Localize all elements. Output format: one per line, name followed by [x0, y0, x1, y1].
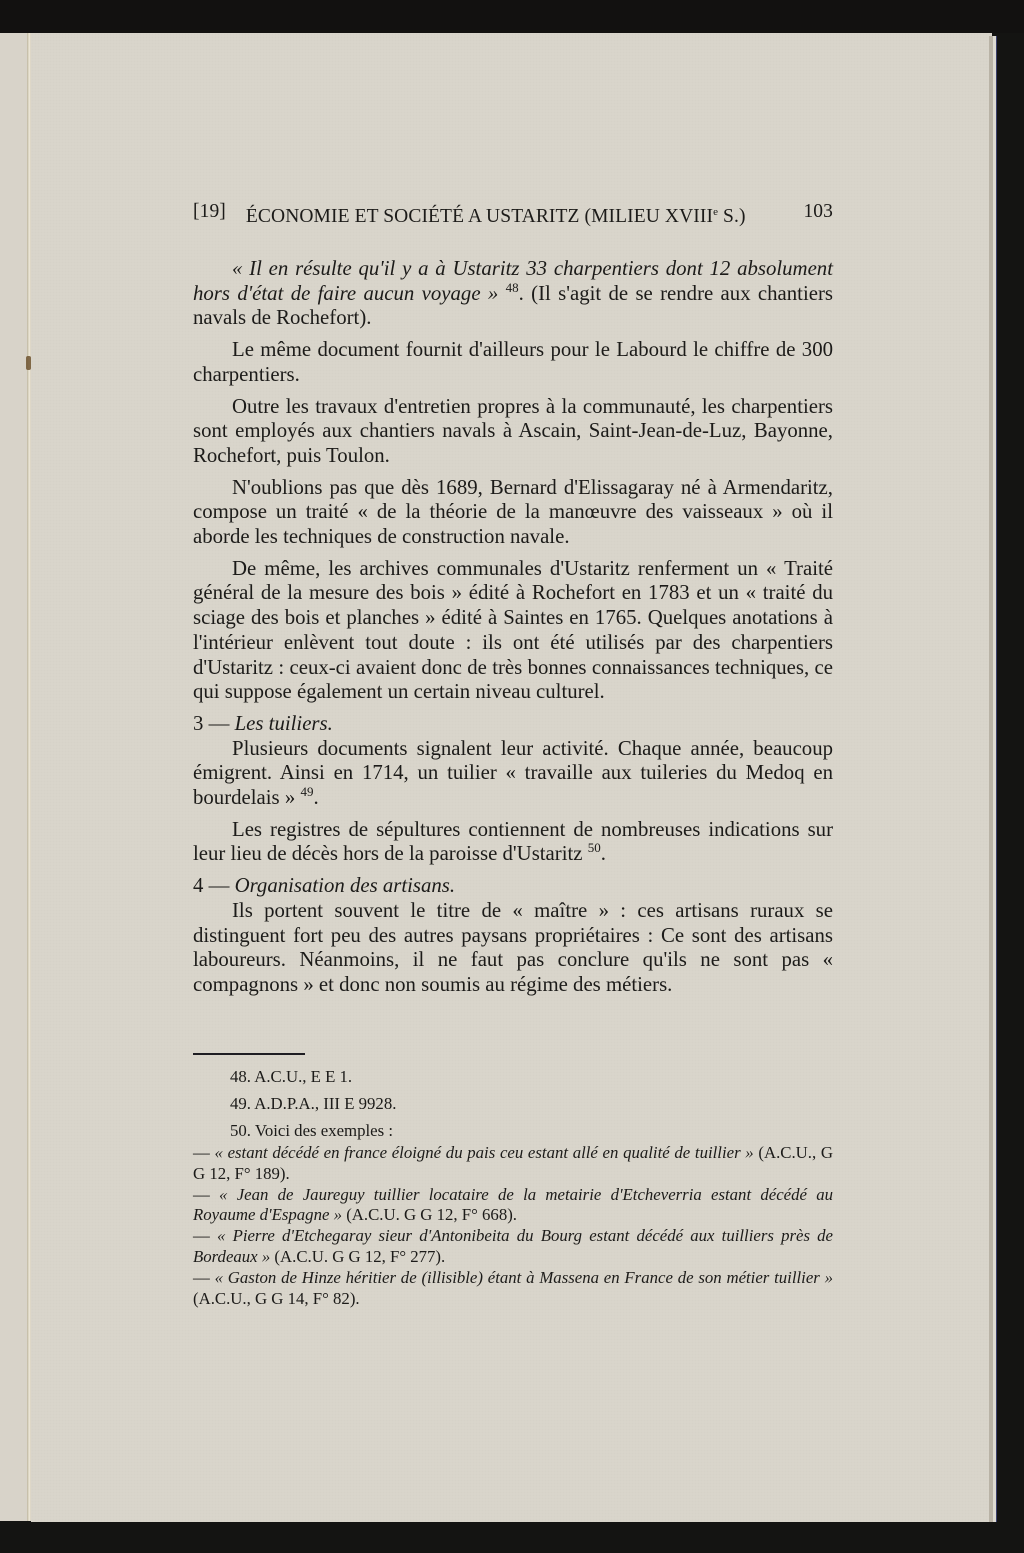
footnote-example — [193, 1268, 833, 1310]
paragraph-text: Les registres de sépultures contiennent de nombreuses indications sur leur lieu de décès hors de la paroisse d'Ustaritz — [193, 817, 833, 866]
footnote-50: 50. Voici des exemples : — [230, 1121, 393, 1140]
footnote-48: 48. A.C.U., E E 1. — [230, 1067, 353, 1086]
example-dash: — — [193, 1267, 215, 1287]
paragraph-end: . — [313, 786, 319, 810]
paragraph-tuiliers-activite — [193, 737, 833, 811]
example-reference: (A.C.U. G G 12, F° 668). — [342, 1205, 517, 1225]
paragraph-text: Plusieurs documents signalent leur activité. Chaque année, beaucoup émigrent. Ainsi en 1714, un tuilier « travaille aux tuileries du Medoq en bourdelais » — [193, 736, 833, 810]
paragraph-labourd: Le même document fournit d'ailleurs pour le Labourd le chiffre de 300 charpentiers. — [193, 338, 833, 386]
paragraph-text: . (Il s'agit de se rendre aux chantiers navals de Rochefort). — [193, 281, 833, 330]
footnote-example — [193, 1143, 833, 1185]
footnote-49: 49. A.D.P.A., III E 9928. — [230, 1094, 397, 1113]
example-quote: « Pierre d'Etchegaray sieur d'Antonibeita du Bourg estant décédé aux tuilliers près de Bordeaux » — [193, 1226, 834, 1266]
footnote-ref-49: 49 — [300, 784, 314, 800]
example-reference: (A.C.U. G G 12, F° 277). — [270, 1246, 446, 1266]
paragraph-end: . — [600, 842, 606, 866]
section-heading-tuiliers — [193, 712, 833, 737]
page-number: 103 — [803, 201, 833, 222]
section-number: 4 — — [193, 874, 235, 898]
folio-number: [19] — [193, 201, 226, 222]
spine-stain-mark — [26, 356, 31, 370]
footnotes — [193, 1066, 833, 1309]
footnote-ref-50: 50 — [587, 840, 601, 856]
scan-backdrop — [0, 0, 1024, 33]
footnote-example — [193, 1185, 833, 1227]
section-title: Les tuiliers. — [234, 711, 333, 735]
body-text — [193, 257, 833, 998]
example-quote: « Jean de Jaureguy tuillier locataire de la metairie d'Etcheverria estant décédé au Royaume d'Espagne » — [193, 1184, 833, 1225]
example-reference: (A.C.U., G G 12, F° 189). — [193, 1143, 834, 1183]
paragraph-maitre: Ils portent souvent le titre de « maître » : ces artisans ruraux se distinguent fort peu des autres paysans propriétaires : Ce sont des artisans laboureurs. Néanmoins, il ne faut pas conclure qu'ils ne sont pas « compagnons » et donc non soumis au régime des métiers. — [193, 898, 833, 996]
footnote-separator — [193, 1053, 305, 1055]
paragraph-registres — [193, 818, 833, 867]
footnote-50-examples — [193, 1143, 833, 1309]
example-reference: (A.C.U., G G 14, F° 82). — [193, 1288, 360, 1308]
page-edge — [993, 36, 996, 1522]
example-quote: « estant décédé en france éloigné du pais ceu estant allé en qualité de tuillier » — [214, 1143, 754, 1162]
footnote-ref-48: 48 — [505, 279, 519, 295]
example-dash: — — [193, 1143, 215, 1162]
running-title-end: S.) — [718, 206, 746, 227]
section-number: 3 — — [193, 711, 235, 735]
paragraph-quote-charpentiers — [193, 257, 833, 331]
facing-page-edge — [0, 33, 28, 1521]
section-heading-organisation — [193, 874, 833, 899]
paragraph-chantiers: Outre les travaux d'entretien propres à la communauté, les charpentiers sont employés aux chantiers navals à Ascain, Saint-Jean-de-Luz, Bayonne, Rochefort, puis Toulon. — [193, 394, 833, 467]
running-title-superscript: e — [713, 206, 719, 218]
footnote-example — [193, 1226, 833, 1268]
running-title — [226, 198, 804, 226]
paragraph-elissagaray: N'oublions pas que dès 1689, Bernard d'Elissagaray né à Armendaritz, compose un traité « de la théorie de la manœuvre des vaisseaux » où il aborde les techniques de construction navale. — [193, 475, 833, 549]
paragraph-archives: De même, les archives communales d'Ustaritz renferment un « Traité général de la mesure des bois » édité à Rochefort en 1783 et un « traité du sciage des bois et planches » édité à Saintes en 1765. Quelques anotations à l'intérieur enlèvent tout doute : ils ont été utilisés par des charpentiers d'Ustaritz : ceux-ci avaient donc de très bonnes connaissances techniques, ce qui suppose également un certain niveau culturel. — [193, 556, 833, 704]
section-title: Organisation des artisans. — [234, 874, 456, 898]
example-dash: — — [193, 1184, 220, 1204]
page-content — [193, 198, 833, 1005]
running-title-text: ÉCONOMIE ET SOCIÉTÉ A USTARITZ (MILIEU XVIII — [245, 206, 714, 227]
running-head — [193, 198, 833, 226]
quote-text: « Il en résulte qu'il y a à Ustaritz 33 charpentiers dont 12 absolument hors d'état de faire aucun voyage » — [193, 257, 833, 305]
example-quote: « Gaston de Hinze héritier de (illisible) étant à Massena en France de son métier tuillier » — [214, 1267, 833, 1287]
example-dash: — — [193, 1226, 217, 1246]
